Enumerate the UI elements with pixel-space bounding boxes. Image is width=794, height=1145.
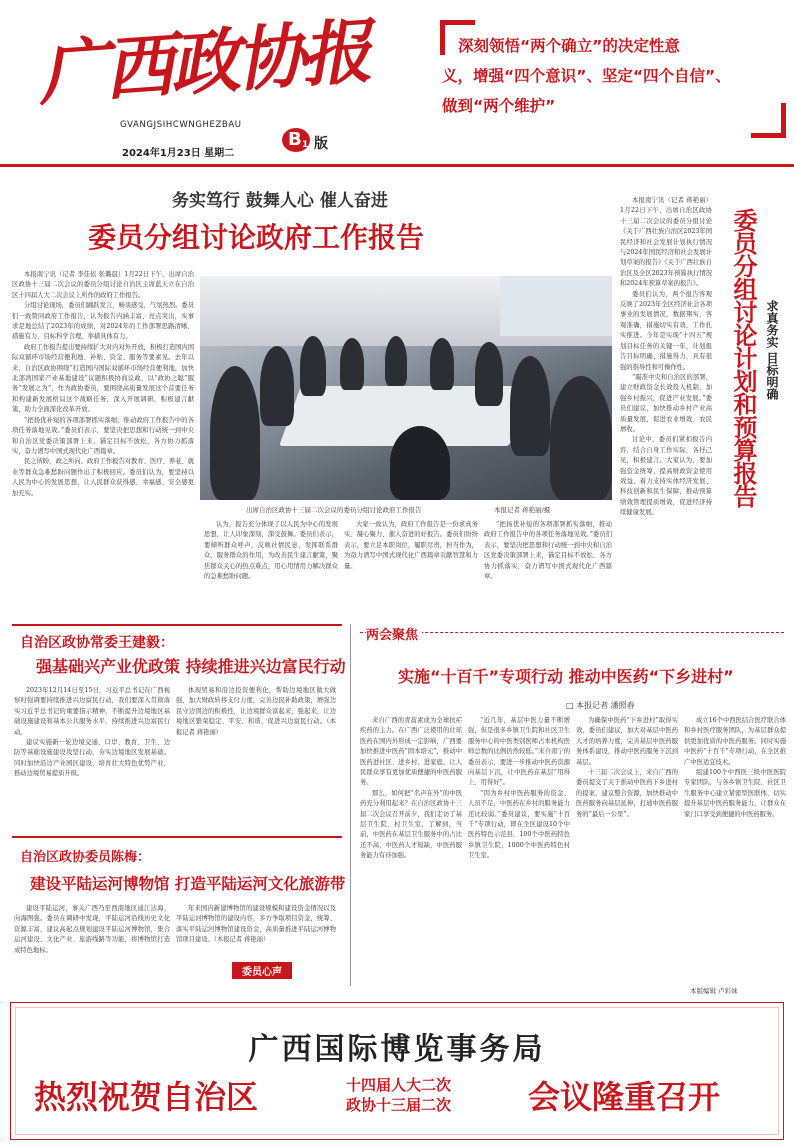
photo-person <box>300 336 326 396</box>
footer-left: 热烈祝贺自治区 <box>34 1078 259 1116</box>
lead-body-col1 <box>12 270 194 600</box>
footer-mid-1: 十四届人大二次 <box>346 1076 452 1094</box>
box-paragraph: 年来国内新建博物馆的建设规模和建设资金情况以及平陆运河博物馆的建设内容，多方争取项目资金，统筹、落实平陆运河博物馆建设资金，高质量推进平陆运河博物馆项目建设。（本报记者 蒋艳丽） <box>176 905 336 944</box>
lead-paragraph: 分组讨论现场，委员们踊跃发言，畅谈感受，气氛热烈。委员们一致赞同政府工作报告，认为报告内涵丰富、亮点突出，实事求是地总结了2023年的成绩，对2024年的工作部署思路清晰，措施有力，目标科学合理，举措具体有力。 <box>12 302 194 341</box>
right-story-body <box>620 196 712 604</box>
photo-person <box>550 376 612 500</box>
lead-paragraph: 民之所盼，政之所向。政府工作报告对教育、医疗、养老、就业等群众急难愁盼问题作出了积极回应。委员们认为，要坚持以人民为中心的发展思想，让人民群众获得感、幸福感、安全感更加充实。 <box>12 458 194 497</box>
right-story-subtitle: 求真务实 目标明确 <box>765 300 779 401</box>
feature-byline: □ 本报记者 潘照春 <box>566 701 635 710</box>
column-divider <box>350 624 351 986</box>
lead-body-col4 <box>484 520 612 606</box>
photo-person <box>475 342 503 406</box>
page-editor: 本版编辑 卢彩妹 <box>690 987 738 995</box>
lead-paragraph: 本报南宁讯（记者 李佳依 张璐晨）1月22日下午，出席自治区政协十三届二次会议的委员分组讨论自治区主席蓝天立在自治区十四届人大二次会议上所作的政府工作报告。 <box>12 271 194 299</box>
slogan-line-2: 义，增强“四个意识”、坚定“四个自信”、 <box>442 67 731 85</box>
photo-window <box>500 276 612 336</box>
feature-col2 <box>468 716 570 986</box>
box-paragraph: 建议实施新一轮边境交通、口岸、教育、卫生、边防等基础设施建设攻坚行动，夯实边境地区发展基础。同时加快沿边产业园区建设，培育壮大特色优势产业，推动边境贸易提质升级。 <box>14 739 170 778</box>
lead-paragraph: “把扬优补短的各项部署抓实落细，推动政府工作报告中的各项任务落地见效。”委员们表示，要坚决把思想和行动统一到中央和自治区党委决策部署上来，锚定目标不放松，各方协力抓落实，奋力谱写中国式现代化广西篇章。 <box>484 521 612 581</box>
photo-credit: 本报记者 蒋艳丽/摄 <box>494 506 551 514</box>
feature-paragraph: 成立16个中西医结合医疗联合体和乡村医疗服务团队，为基层群众提供更加优质的中医药服务。同时实施中医药“十百千”专项行动，在全区推广中医适宜技术。 <box>684 717 786 766</box>
slogan-line-1: 深刻领悟“两个确立”的决定性意 <box>458 37 680 55</box>
right-paragraph: 委员们认为，两个报告客观反映了2023年全区经济社会各项事业的发展情况，数据翔实，客观准确，措施切实有效，工作扎实推进。今年是实现“十四五”规划目标任务的关键一年，计划报告目标明确、措施得力，具有很强的指导性和可操作性。 <box>620 290 712 371</box>
lead-paragraph: 大家一致认为，政府工作报告是一份求真务实、凝心聚力、催人奋进的好报告。委员们纷纷表示，要立足本职岗位，履职尽责，担当作为，为奋力谱写中国式现代化广西篇章贡献智慧和力量。 <box>344 521 478 570</box>
feature-paragraph: 那么，如何把“名声在外”的中医药充分利用起来？在自治区政协十三届二次会议召开前夕，我们走访了基层卫生院、村卫生室，了解到，当前，中医药在基层卫生服务中的占比还不高，中医药人才短缺，中医药服务能力有待加强。 <box>360 789 462 860</box>
page-code-suffix: 版 <box>314 136 328 152</box>
right-paragraph: 本报南宁讯（记者 蒋艳丽）1月22日下午，出席自治区政协十三届二次会议的委员分组讨论《关于广西壮族自治区2023年国民经济和社会发展计划执行情况与2024年国民经济和社会发展计划草案的报告》《关于广西壮族自治区及全区2023年预算执行情况和2024年预算草案的报告》。 <box>620 197 712 288</box>
box-paragraph: 体现贸易和沿边投资便利化，帮助边境地区做大做强，加大财政转移支付力度，完善边民补助政策，增强边民守边固边的积极性，让边境群众富起来、强起来，让边境地区繁荣稳定、平安、和谐，促进兴边富民行动。（本报记者 蒋艳丽） <box>176 687 336 736</box>
feature-paragraph: 十三届二次会议上，来自广西的委员提交了关于推动中医药下乡进村的提案，建议整合资源，加快推动中医药服务向基层延伸，打通中医药服务的“最后一公里”。 <box>576 769 678 818</box>
page-code-number: 1 <box>302 140 309 150</box>
feature-rule <box>360 632 784 633</box>
left-box-2-col1 <box>14 904 170 986</box>
box-paragraph: 2023年12月14日至15日，习近平总书记在广西视察时强调要持续推进兴边富民行动，我们要深入贯彻落实习近平总书记的重要指示精神，不断提升边境地区基础设施建设和基本公共服务水平，持续推进兴边富民行动。 <box>14 687 170 736</box>
left-box-1-col1 <box>14 686 170 826</box>
lead-body-col3 <box>344 520 478 606</box>
photo-person <box>430 338 454 390</box>
box-paragraph: 建设平陆运河，事关广西乃至西南地区通江达海、向海图强。委员在调研中发现，平陆运河沿线历史文化资源丰富，建议高起点规划建设平陆运河博物馆，集合运河建设、文化产业、旅游线路等功能，将博物馆打造成特色地标。 <box>14 905 170 954</box>
left-box-2-headline: 建设平陆运河博物馆 打造平陆运河文化旅游带 <box>30 875 346 893</box>
slogan-line-3: 做到“两个维护” <box>442 97 556 115</box>
lead-photo <box>200 276 612 500</box>
left-box-1-headline: 强基础兴产业优政策 持续推进兴边富民行动 <box>36 657 346 676</box>
lead-paragraph: 认为，报告充分体现了以人民为中心的发展思想，让人印象深刻，深受鼓舞。委员们表示，要倾听群众呼声，反映社情民意，发挥联系群众、服务群众的作用，为改善民生建言献策，聚焦群众关心的热点难点，用心用情用力解决群众的急难愁盼问题。 <box>204 521 338 581</box>
left-box-1-col2 <box>176 686 336 826</box>
feature-paragraph: 组建100个中西医三级中医医院专家团队，与各乡镇卫生院、社区卫生服务中心建立紧密型医联体，切实提升基层中医药服务能力，让群众在家门口享受到便捷的中医药服务。 <box>684 769 786 818</box>
footer-org: 广西国际博览事务局 <box>248 1032 546 1067</box>
masthead-rule <box>0 164 794 167</box>
footer-banner <box>10 1002 784 1140</box>
photo-person <box>510 356 550 456</box>
footer-right: 会议隆重召开 <box>528 1078 721 1116</box>
feature-paragraph: 来自广西的青蒿素成为全球抗疟疾药的主力。在广西广泛使用的壮瑶医药在国内外形成一定影响，广西要加快推进中医药“固本培元”，推动中医药进社区、进乡村、进家庭，让人民群众享有更加优质便捷的中医药服务。 <box>360 717 462 787</box>
photo-person <box>385 336 407 386</box>
photo-person <box>340 338 364 390</box>
lead-kicker: 务实笃行 鼓舞人心 催人奋进 <box>172 191 388 211</box>
left-box-2-kicker: 自治区政协委员陈梅： <box>20 850 151 865</box>
photo-person <box>210 366 260 500</box>
feature-col3 <box>576 716 678 986</box>
newspaper-logo: 广西政协报 <box>35 9 371 116</box>
feature-col1 <box>360 716 462 986</box>
feature-paragraph: “因为乡村中医药服务的资金、人员不足，中医药在乡村的服务能力还比较弱。”委员建议，要实施“十百千”专项行动，即在全区建设10个中医药特色示范县，100个中医药特色乡镇卫生院，1000个中医药特色村卫生室。 <box>468 789 570 860</box>
lead-body-col2 <box>204 520 338 606</box>
photo-person <box>390 426 450 500</box>
right-story-headline: 委员分组讨论计划和预算报告 <box>729 208 757 507</box>
feature-col4 <box>684 716 786 986</box>
right-paragraph: “瞄准中央和自治区的部署，建立财政资金长效投入机制，加强乡村振兴，促进产业发展。”委员们建议，加快推动乡村产业高质量发展，促进农业增效、农民增收。 <box>620 373 712 433</box>
footer-mid-2: 政协十三届二次 <box>346 1096 452 1114</box>
section-tag: 委员心声 <box>232 962 292 979</box>
lead-paragraph: “把扬优补短的各项部署抓实落细，推动政府工作报告中的各项任务落地见效。”委员们表示，要坚决把思想和行动统一到中央和自治区党委决策部署上来，锚定目标不放松，各方协力抓落实，奋力谱写中国式现代化广西篇章。 <box>12 416 194 455</box>
slogan-box <box>440 20 786 138</box>
right-paragraph: 讨论中，委员们紧扣报告内容，结合自身工作实际，各抒己见，积极建言。大家认为，要加强资金统筹，提高财政资金使用效益，着力支持实体经济发展、科技创新和民生保障，推动预算绩效管理提质增效，促进经济持续健康发展。 <box>620 436 712 517</box>
page-code-letter: B <box>288 129 302 150</box>
photo-caption: 出席自治区政协十三届二次会议的委员分组讨论政府工作报告 <box>246 506 422 514</box>
left-box-2 <box>12 836 342 838</box>
feature-headline: 实施“十百千”专项行动 推动中医药“下乡进村” <box>398 667 734 686</box>
slogan-corner-br <box>751 103 786 138</box>
lead-paragraph: 政府工作报告提出要持续扩大对内对外开放，积极打造国内国际双循环市场经营便利地、补贴、资金、服务等要素见。去年以来，自治区政协围绕“打造国内国际双循环市场经营便利地，加快北部湾国家产业基地建设”议题积极协商议政，以“政协之聪”服务“发展之为”，作为政协委员，要围绕高质量发展这个首要任务和构建新发展格局这个战略任务，深入开展调研，积极建言献策，助力全面深化改革开放。 <box>12 343 194 414</box>
masthead-pinyin: GVANGJSIHCWNGHEZBAU <box>120 120 242 130</box>
photo-person <box>260 346 294 426</box>
feature-column: 两会聚焦 <box>366 624 422 643</box>
feature-paragraph: 为确保中医药“下乡进村”取得实效，委员们建议，加大对基层中医药人才的培养力度，完善基层中医药服务体系建设，推动中医药服务下沉到基层。 <box>576 717 678 766</box>
left-box-1-kicker: 自治区政协常委王建毅： <box>20 635 174 651</box>
lead-headline: 委员分组讨论政府工作报告 <box>88 221 425 254</box>
issue-date: 2024年1月23日 星期二 <box>122 148 235 159</box>
feature-paragraph: “近几年，基层中医力量不断增强，但是很多乡镇卫生院和社区卫生服务中心的中医类别医师占本机构医师总数的比例仍然较低。”来自南宁的委员表示，要进一步推动中医药资源向基层下沉，让中医药在基层“用得上、用得好”。 <box>468 717 570 787</box>
masthead <box>0 0 794 168</box>
